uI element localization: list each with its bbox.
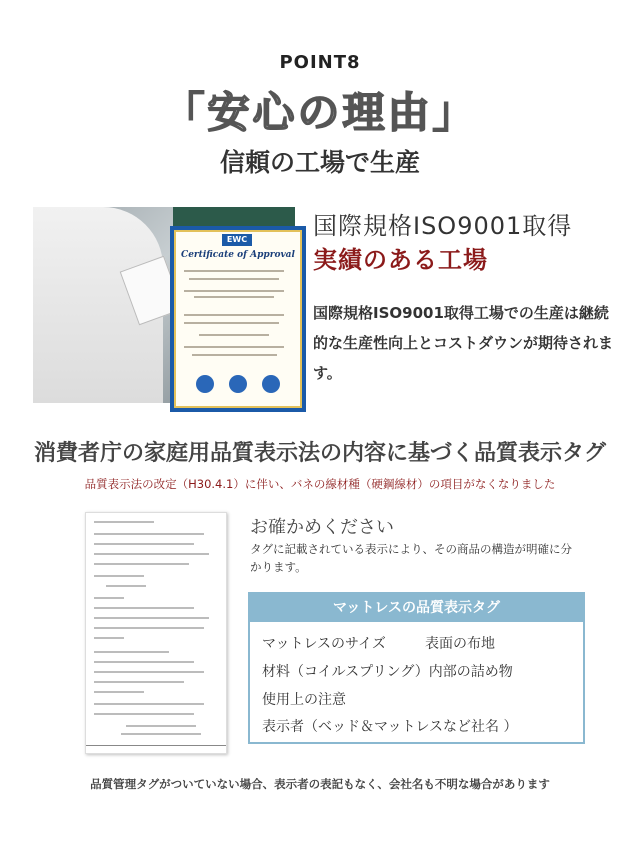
tag-item-material: 材料（コイルスプリング）内部の詰め物: [262, 664, 513, 680]
ewc-seal-icon: [262, 375, 280, 393]
point-label: POINT8: [279, 52, 361, 73]
tag-item-fabric: 表面の布地: [425, 636, 495, 652]
iaf-seal-icon: [229, 375, 247, 393]
anab-seal-icon: [196, 375, 214, 393]
quality-tag-heading: 消費者庁の家庭用品質表示法の内容に基づく品質表示タグ: [33, 441, 606, 466]
page-subtitle: 信頼の工場で生産: [219, 148, 420, 177]
confirm-heading: お確かめください: [250, 517, 394, 538]
tag-item-size: マットレスのサイズ: [262, 636, 386, 652]
tag-item-caution: 使用上の注意: [262, 692, 346, 708]
certificate-brand: EWC: [222, 234, 252, 246]
footer-note: 品質管理タグがついていない場合、表示者の表記もなく、会社名も不明な場合があります: [90, 777, 550, 791]
quality-tag-image: [85, 512, 227, 754]
page-title: 「安心の理由」: [162, 88, 478, 137]
factory-record-heading: 実績のある工場: [313, 246, 488, 274]
tag-info-title: マットレスの品質表示タグ: [250, 594, 583, 622]
iso-certificate-image: [170, 226, 306, 412]
revision-notice: 品質表示法の改定（H30.4.1）に伴い、バネの線材種（硬鋼線材）の項目がなくなりました: [84, 477, 556, 491]
certificate-title: Certificate of Approval: [181, 250, 295, 260]
confirm-body: タグに記載されている表示により、その商品の構造が明確に分かります。: [250, 542, 572, 574]
iso-heading: 国際規格ISO9001取得: [313, 212, 573, 240]
tag-item-labeler: 表示者（ベッド＆マットレスなど社名 ）: [262, 719, 518, 735]
factory-description: 国際規格ISO9001取得工場での生産は継続的な生産性向上とコストダウンが期待されます。: [313, 304, 614, 382]
